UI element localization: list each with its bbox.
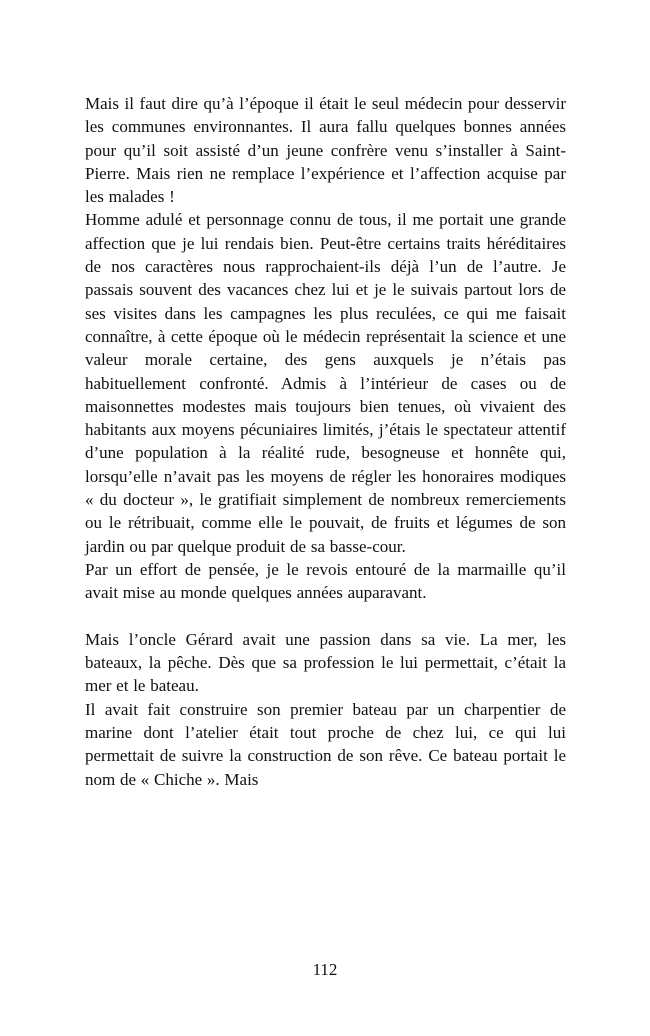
- page-number: 112: [312, 960, 338, 979]
- paragraph-2: Homme adulé et personnage connu de tous, il me portait une grande affection que je lui rendais bien. Peut-être certains traits héréditaires de nos caractères nous rapprochaient-ils déjà l’un de l’autre. Je passais souvent des vacances chez lui et je le suivais partout lors de ses visites dans les campagnes les plus reculées, ce qui me faisait connaître, à cette époque où le médecin représentait la science et une valeur morale certaine, des gens auxquels je n’étais pas habituellement confronté. Admis à l’intérieur de cases ou de maisonnettes modestes mais toujours bien tenues, où vivaient des habitants aux moyens pécuniaires limités, j’étais le spectateur attentif d’une population à la réalité rude, besogneuse et honnête qui, lorsqu’elle n’avait pas les moyens de régler les honoraires modiques « du docteur », le gratifiait simplement de nombreux remerciements ou le rétribuait, comme elle le pouvait, de fruits et légumes de son jardin ou par quelque produit de sa basse-cour.: [85, 210, 566, 556]
- paragraph-3: Par un effort de pensée, je le revois entouré de la marmaille qu’il avait mise au monde quelques années auparavant.: [85, 559, 566, 603]
- paragraph-4: Mais l’oncle Gérard avait une passion dans sa vie. La mer, les bateaux, la pêche. Dès que sa profession le lui permettait, c’était la mer et le bateau.: [85, 629, 566, 696]
- page-text: [85, 92, 566, 791]
- paragraph-1: Mais il faut dire qu’à l’époque il était le seul médecin pour desservir les communes environnantes. Il aura fallu quelques bonnes années pour qu’il soit assisté d’un jeune confrère venu s’installer à Saint-Pierre. Mais rien ne remplace l’expérience et l’affection acquise par les malades !: [85, 94, 566, 207]
- paragraph-5: Il avait fait construire son premier bateau par un charpentier de marine dont l’atelier était tout proche de chez lui, ce qui lui permettait de suivre la construction de son rêve. Ce bateau portait le nom de « Chiche ». Mais: [85, 699, 566, 789]
